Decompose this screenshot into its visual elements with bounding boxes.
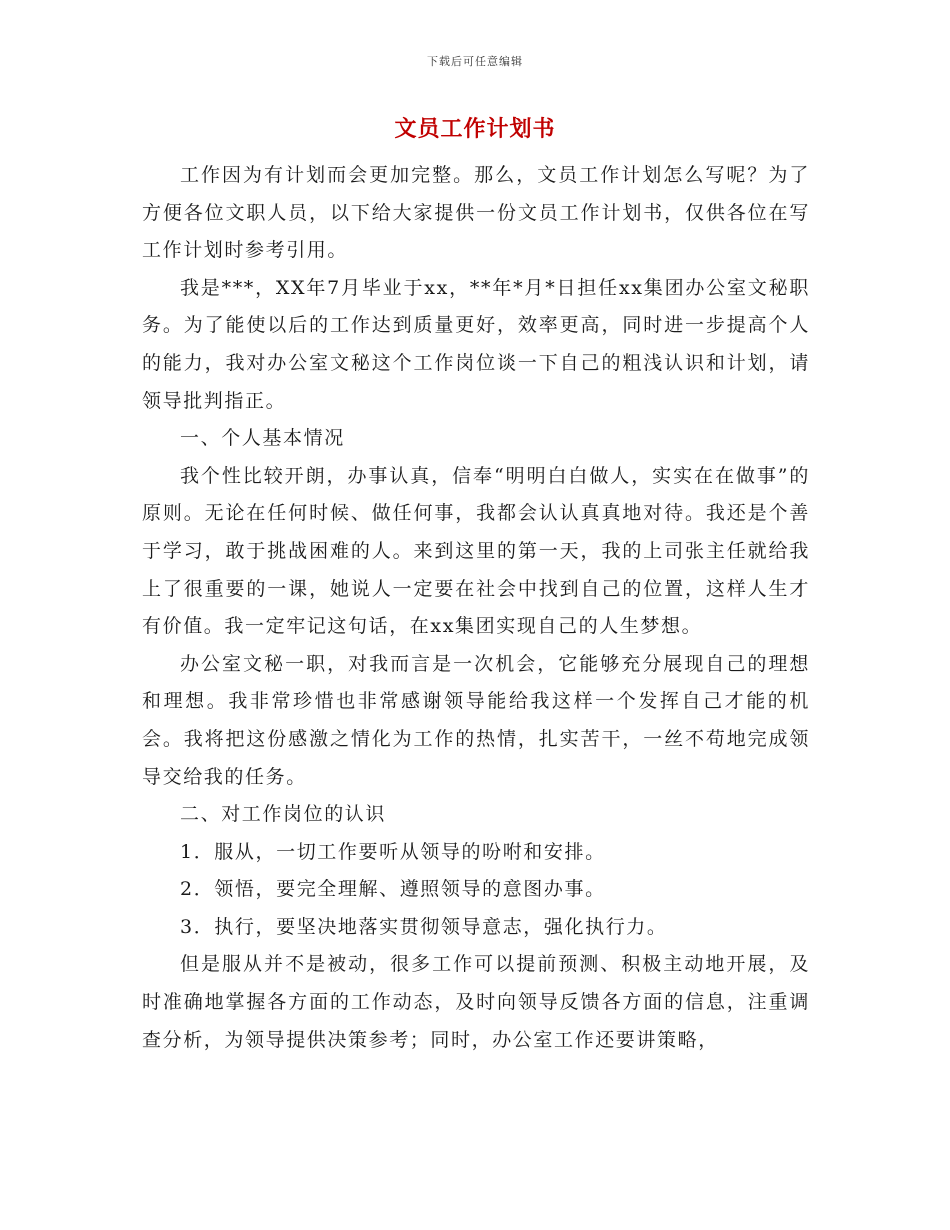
list-item-comprehend: 2．领悟，要完全理解、遵照领导的意图办事。 (180, 878, 606, 901)
section-heading-basic-info: 一、个人基本情况 (180, 427, 345, 450)
paragraph-proactive: 但是服从并不是被动，很多工作可以提前预测、积极主动地开展，及时准确地掌握各方面的工作动态，及时向领导反馈各方面的信息，注重调查分析，为领导提供决策参考；同时，办公室工作还要讲策略， (142, 953, 810, 1051)
section-heading-role-understanding: 二、对工作岗位的认识 (180, 803, 387, 826)
list-item-obey: 1．服从，一切工作要听从领导的吩咐和安排。 (180, 840, 606, 863)
paragraph-opportunity: 办公室文秘一职，对我而言是一次机会，它能够充分展现自己的理想和理想。我非常珍惜也非常感谢领导能给我这样一个发挥自己才能的机会。我将把这份感激之情化为工作的热情，扎实苦干，一丝不苟地完成领导交给我的任务。 (142, 652, 810, 788)
paragraph-personality: 我个性比较开朗，办事认真，信奉“明明白白做人，实实在在做事”的原则。无论在任何时候、做任何事，我都会认认真真地对待。我还是个善于学习，敢于挑战困难的人。来到这里的第一天，我的上司张主任就给我上了很重要的一课，她说人一定要在社会中找到自己的位置，这样人生才有价值。我一定牢记这句话，在xx集团实现自己的人生梦想。 (142, 464, 810, 638)
paragraph-intro: 工作因为有计划而会更加完整。那么，文员工作计划怎么写呢？为了方便各位文职人员，以下给大家提供一份文员工作计划书，仅供各位在写工作计划时参考引用。 (142, 164, 810, 262)
document-title: 文员工作计划书 (394, 116, 556, 142)
document-body (142, 157, 810, 1059)
header-note: 下载后可任意编辑 (427, 55, 523, 68)
paragraph-self-intro: 我是***，XX年7月毕业于xx，**年*月*日担任xx集团办公室文秘职务。为了能使以后的工作达到质量更好，效率更高，同时进一步提高个人的能力，我对办公室文秘这个工作岗位谈一下自己的粗浅认识和计划，请领导批判指正。 (142, 276, 810, 412)
list-item-execute: 3．执行，要坚决地落实贯彻领导意志，强化执行力。 (180, 915, 668, 938)
